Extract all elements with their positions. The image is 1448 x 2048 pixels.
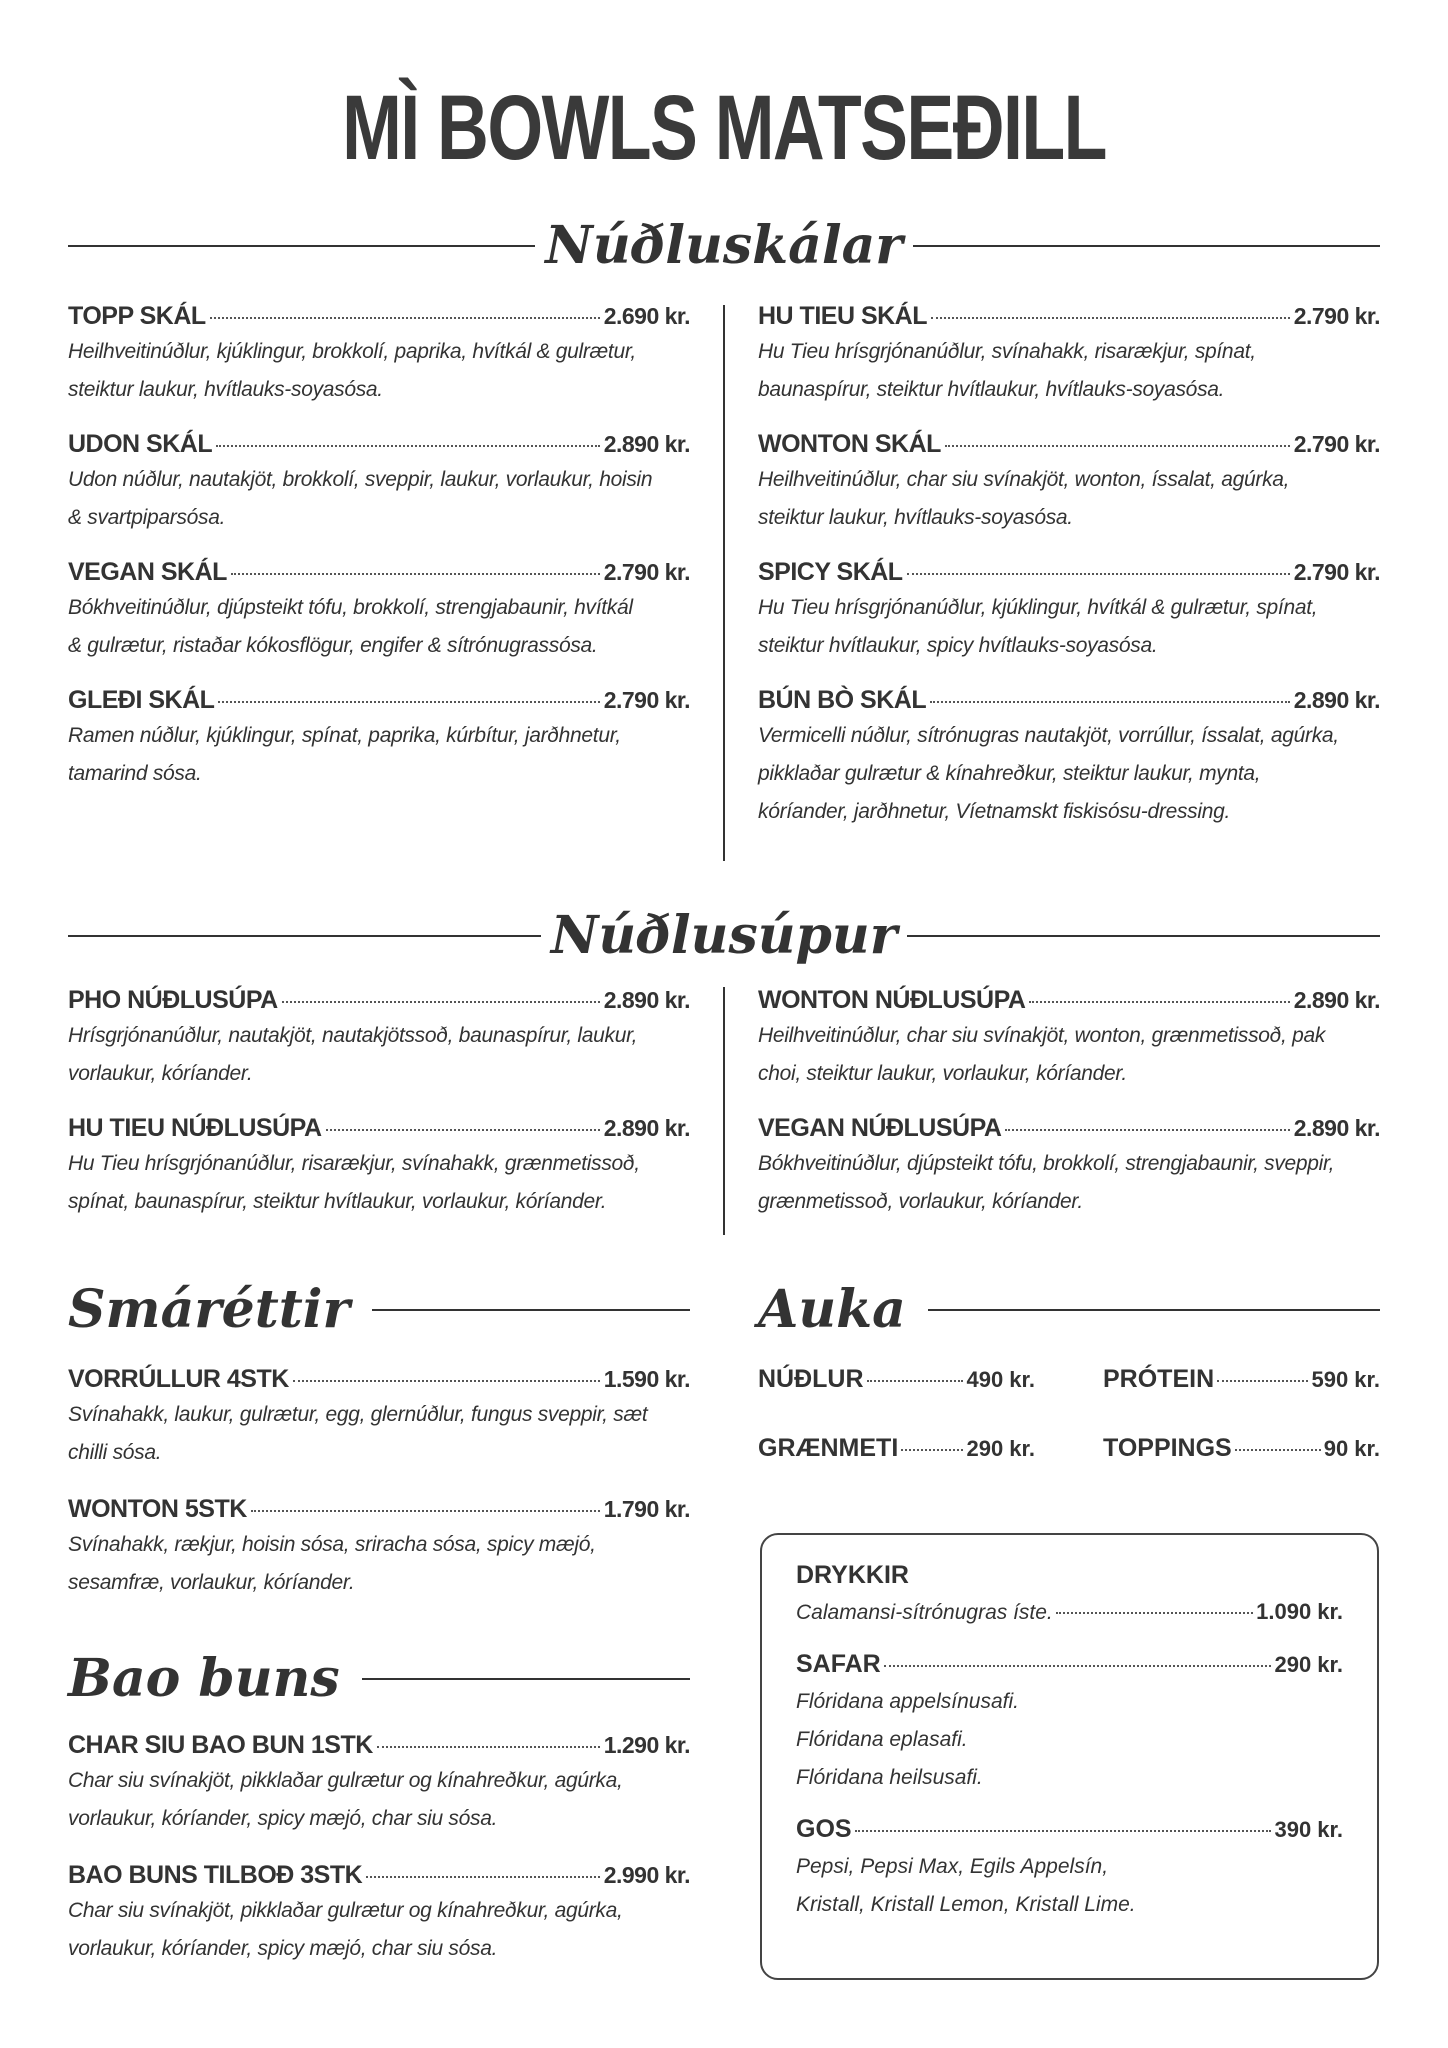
- nudluskalar-left-column: [68, 299, 690, 793]
- menu-item-description: grænmetissoð, vorlaukur, kóríander.: [758, 1190, 1083, 1213]
- menu-item-price: 1.590 kr.: [603, 1366, 690, 1392]
- leader-dots: [366, 1876, 600, 1878]
- leader-dots: [931, 317, 1290, 319]
- menu-item-description: choi, steiktur laukur, vorlaukur, kóríander.: [758, 1062, 1127, 1085]
- menu-item-description: Char siu svínakjöt, pikklaðar gulrætur og kínahreðkur, agúrka,: [68, 1899, 623, 1922]
- menu-item: [758, 427, 1380, 537]
- drinks-box: [760, 1533, 1379, 1980]
- menu-item-name: BÚN BÒ SKÁL: [758, 686, 927, 714]
- extra-price: 290 kr.: [966, 1436, 1035, 1461]
- menu-item: [68, 427, 690, 537]
- heading-rule: [928, 1309, 1380, 1311]
- menu-item-header: [758, 683, 1380, 717]
- heading-rule: [372, 1309, 690, 1311]
- menu-item-name: WONTON SKÁL: [758, 430, 941, 458]
- baobuns-column: [68, 1728, 690, 1968]
- drink-desc: Flóridana appelsínusafi.: [796, 1690, 1019, 1713]
- menu-item-description: chilli sósa.: [68, 1441, 162, 1464]
- menu-item-price: 2.890 kr.: [603, 1115, 690, 1141]
- menu-item-name: UDON SKÁL: [68, 430, 213, 458]
- drink-group-gos: [796, 1811, 1343, 1924]
- menu-item-price: 2.890 kr.: [1293, 987, 1380, 1013]
- menu-item-header: [68, 1728, 690, 1762]
- menu-item-description: spínat, baunaspírur, steiktur hvítlaukur, vorlaukur, kóríander.: [68, 1190, 607, 1213]
- menu-item: [68, 1492, 690, 1602]
- drink-desc: Flóridana eplasafi.: [796, 1728, 968, 1751]
- menu-item-price: 2.790 kr.: [1293, 431, 1380, 457]
- menu-item-price: 1.790 kr.: [603, 1496, 690, 1522]
- menu-item-price: 2.890 kr.: [1293, 687, 1380, 713]
- leader-dots: [907, 573, 1290, 575]
- menu-item-name: BAO BUNS TILBOÐ 3STK: [68, 1861, 363, 1889]
- menu-item-header: [758, 983, 1380, 1017]
- menu-item-description: steiktur laukur, hvítlauks-soyasósa.: [68, 378, 383, 401]
- extra-price: 490 kr.: [966, 1367, 1035, 1392]
- menu-item-price: 2.790 kr.: [603, 559, 690, 585]
- menu-item-header: [758, 555, 1380, 589]
- menu-item-header: [68, 683, 690, 717]
- menu-item: [758, 299, 1380, 409]
- menu-item: [68, 1111, 690, 1221]
- section-title: Bao buns: [68, 1648, 340, 1709]
- menu-item-description: Heilhveitinúðlur, char siu svínakjöt, wonton, íssalat, agúrka,: [758, 468, 1290, 491]
- menu-item-description: Svínahakk, rækjur, hoisin sósa, sriracha sósa, spicy mæjó,: [68, 1533, 596, 1556]
- menu-item: [758, 983, 1380, 1093]
- drink-group-safar: [796, 1646, 1343, 1797]
- menu-item-header: [68, 983, 690, 1017]
- drink-desc: Kristall, Kristall Lemon, Kristall Lime.: [796, 1893, 1136, 1916]
- menu-item: [68, 1362, 690, 1472]
- leader-dots: [326, 1129, 600, 1131]
- heading-rule: [913, 245, 1380, 247]
- nudluskalar-right-column: [758, 299, 1380, 831]
- menu-item: [68, 299, 690, 409]
- extra-item-graenmeti: [758, 1431, 1035, 1466]
- menu-item-name: CHAR SIU BAO BUN 1STK: [68, 1731, 373, 1759]
- leader-dots: [867, 1380, 964, 1382]
- menu-item: [68, 1728, 690, 1838]
- menu-item-description: vorlaukur, kóríander.: [68, 1062, 253, 1085]
- menu-item-header: [68, 1492, 690, 1526]
- section-heading-nudlusupur: [68, 904, 1380, 968]
- menu-item-header: [68, 1362, 690, 1396]
- menu-item-description: Hu Tieu hrísgrjónanúðlur, kjúklingur, hvítkál & gulrætur, spínat,: [758, 596, 1318, 619]
- menu-item-description: Hu Tieu hrísgrjónanúðlur, svínahakk, risarækjur, spínat,: [758, 340, 1256, 363]
- leader-dots: [884, 1665, 1272, 1667]
- menu-item: [758, 683, 1380, 831]
- menu-item-price: 2.790 kr.: [1293, 559, 1380, 585]
- section-title: Núðluskálar: [545, 215, 903, 276]
- menu-item-description: baunaspírur, steiktur hvítlaukur, hvítlauks-soyasósa.: [758, 378, 1225, 401]
- drink-group-drykkir: [796, 1557, 1343, 1632]
- heading-rule: [68, 245, 535, 247]
- menu-item-description: steiktur laukur, hvítlauks-soyasósa.: [758, 506, 1073, 529]
- menu-item-description: sesamfræ, vorlaukur, kóríander.: [68, 1571, 355, 1594]
- menu-item-description: Char siu svínakjöt, pikklaðar gulrætur og kínahreðkur, agúrka,: [68, 1769, 623, 1792]
- leader-dots: [1029, 1001, 1289, 1003]
- menu-item-name: GLEÐI SKÁL: [68, 686, 215, 714]
- drink-desc: Pepsi, Pepsi Max, Egils Appelsín,: [796, 1855, 1109, 1878]
- drink-line: [796, 1593, 1343, 1632]
- menu-item-description: vorlaukur, kóríander, spicy mæjó, char siu sósa.: [68, 1807, 498, 1830]
- menu-item-name: HU TIEU NÚÐLUSÚPA: [68, 1114, 322, 1142]
- menu-item-description: & svartpiparsósa.: [68, 506, 226, 529]
- extra-item-toppings: [1103, 1431, 1380, 1466]
- leader-dots: [251, 1510, 600, 1512]
- extra-price: 590 kr.: [1311, 1367, 1380, 1392]
- drink-heading: [796, 1646, 1343, 1683]
- menu-item-name: VEGAN SKÁL: [68, 558, 227, 586]
- extra-name: NÚÐLUR: [758, 1365, 864, 1393]
- drink-group-name: DRYKKIR: [796, 1561, 909, 1589]
- leader-dots: [377, 1746, 600, 1748]
- extra-item-protein: [1103, 1362, 1380, 1397]
- menu-item: [68, 683, 690, 793]
- menu-item-price: 2.790 kr.: [603, 687, 690, 713]
- menu-item-name: TOPP SKÁL: [68, 302, 206, 330]
- leader-dots: [282, 1001, 600, 1003]
- menu-item-price: 1.290 kr.: [603, 1732, 690, 1758]
- menu-item-name: WONTON NÚÐLUSÚPA: [758, 986, 1026, 1014]
- drink-heading: [796, 1557, 1343, 1593]
- leader-dots: [945, 445, 1290, 447]
- menu-item-name: PHO NÚÐLUSÚPA: [68, 986, 278, 1014]
- menu-item-name: WONTON 5STK: [68, 1495, 247, 1523]
- menu-item-price: 2.790 kr.: [1293, 303, 1380, 329]
- menu-item-description: Udon núðlur, nautakjöt, brokkolí, sveppir, laukur, vorlaukur, hoisin: [68, 468, 653, 491]
- leader-dots: [231, 573, 600, 575]
- menu-item-price: 2.890 kr.: [1293, 1115, 1380, 1141]
- smarettir-column: [68, 1362, 690, 1602]
- menu-item-description: Hu Tieu hrísgrjónanúðlur, risarækjur, svínahakk, grænmetissoð,: [68, 1152, 640, 1175]
- leader-dots: [930, 701, 1290, 703]
- menu-item-description: Ramen núðlur, kjúklingur, spínat, paprika, kúrbítur, jarðhnetur,: [68, 724, 621, 747]
- drink-desc: Flóridana heilsusafi.: [796, 1766, 983, 1789]
- menu-item-price: 2.890 kr.: [603, 431, 690, 457]
- leader-dots: [1217, 1380, 1308, 1382]
- extra-price: 90 kr.: [1323, 1436, 1380, 1461]
- menu-item-header: [758, 1111, 1380, 1145]
- menu-item-name: SPICY SKÁL: [758, 558, 903, 586]
- leader-dots: [901, 1449, 963, 1451]
- menu-item-description: Hrísgrjónanúðlur, nautakjöt, nautakjötssoð, baunaspírur, laukur,: [68, 1024, 638, 1047]
- menu-item: [758, 1111, 1380, 1221]
- menu-item-name: VEGAN NÚÐLUSÚPA: [758, 1114, 1002, 1142]
- menu-item-name: VORRÚLLUR 4STK: [68, 1365, 289, 1393]
- leader-dots: [216, 445, 600, 447]
- menu-item-description: Svínahakk, laukur, gulrætur, egg, glernúðlur, fungus sveppir, sæt: [68, 1403, 648, 1426]
- menu-item-price: 2.690 kr.: [603, 303, 690, 329]
- menu-item-description: vorlaukur, kóríander, spicy mæjó, char siu sósa.: [68, 1937, 498, 1960]
- menu-item-header: [68, 299, 690, 333]
- menu-item-header: [758, 299, 1380, 333]
- menu-item-description: kóríander, jarðhnetur, Víetnamskt fiskisósu-dressing.: [758, 800, 1231, 823]
- extra-name: GRÆNMETI: [758, 1434, 899, 1462]
- drink-price: 390 kr.: [1274, 1817, 1343, 1842]
- menu-item-description: tamarind sósa.: [68, 762, 202, 785]
- drink-heading: [796, 1811, 1343, 1848]
- menu-item-description: pikklaðar gulrætur & kínahreðkur, steiktur laukur, mynta,: [758, 762, 1261, 785]
- extra-name: TOPPINGS: [1103, 1434, 1232, 1462]
- section-title: Smáréttir: [68, 1279, 350, 1340]
- extra-item-nudlur: [758, 1362, 1035, 1397]
- drink-price: 1.090 kr.: [1256, 1599, 1343, 1624]
- drink-desc: Calamansi-sítrónugras íste.: [796, 1601, 1053, 1624]
- menu-item-header: [68, 1111, 690, 1145]
- column-divider: [723, 305, 725, 861]
- leader-dots: [218, 701, 599, 703]
- leader-dots: [1235, 1449, 1321, 1451]
- extra-name: PRÓTEIN: [1103, 1365, 1215, 1393]
- section-heading-nudluskalar: [68, 214, 1380, 278]
- nudlusupur-right-column: [758, 983, 1380, 1221]
- leader-dots: [855, 1830, 1272, 1832]
- menu-item-description: Heilhveitinúðlur, kjúklingur, brokkolí, paprika, hvítkál & gulrætur,: [68, 340, 636, 363]
- heading-rule: [68, 935, 541, 937]
- drink-group-name: SAFAR: [796, 1650, 881, 1678]
- heading-rule: [362, 1678, 690, 1680]
- menu-item: [758, 555, 1380, 665]
- column-divider: [723, 987, 725, 1235]
- menu-item-header: [68, 555, 690, 589]
- menu-item: [68, 555, 690, 665]
- menu-item-description: Heilhveitinúðlur, char siu svínakjöt, wonton, grænmetissoð, pak: [758, 1024, 1326, 1047]
- drink-price: 290 kr.: [1274, 1652, 1343, 1677]
- menu-item-price: 2.990 kr.: [603, 1862, 690, 1888]
- section-title: Auka: [758, 1279, 906, 1340]
- menu-item-header: [758, 427, 1380, 461]
- nudlusupur-left-column: [68, 983, 690, 1221]
- menu-item: [68, 1858, 690, 1968]
- menu-item-price: 2.890 kr.: [603, 987, 690, 1013]
- menu-item: [68, 983, 690, 1093]
- section-heading-auka: [758, 1278, 1380, 1342]
- drink-group-name: GOS: [796, 1815, 852, 1843]
- leader-dots: [210, 317, 600, 319]
- section-heading-baobuns: [68, 1647, 690, 1711]
- section-title: Núðlusúpur: [550, 905, 898, 966]
- leader-dots: [293, 1380, 600, 1382]
- menu-item-header: [68, 1858, 690, 1892]
- menu-item-name: HU TIEU SKÁL: [758, 302, 927, 330]
- menu-item-description: Vermicelli núðlur, sítrónugras nautakjöt, vorrúllur, íssalat, agúrka,: [758, 724, 1339, 747]
- menu-item-description: steiktur hvítlaukur, spicy hvítlauks-soyasósa.: [758, 634, 1158, 657]
- leader-dots: [1056, 1612, 1253, 1614]
- menu-item-description: Bókhveitinúðlur, djúpsteikt tófu, brokkolí, strengjabaunir, hvítkál: [68, 596, 633, 619]
- heading-rule: [907, 935, 1380, 937]
- leader-dots: [1005, 1129, 1289, 1131]
- menu-title: MÌ BOWLS MATSEÐILL: [342, 77, 1106, 179]
- menu-item-description: Bókhveitinúðlur, djúpsteikt tófu, brokkolí, strengjabaunir, sveppir,: [758, 1152, 1335, 1175]
- menu-item-header: [68, 427, 690, 461]
- section-heading-smarettir: [68, 1278, 690, 1342]
- menu-item-description: & gulrætur, ristaðar kókosflögur, engifer & sítrónugrassósa.: [68, 634, 598, 657]
